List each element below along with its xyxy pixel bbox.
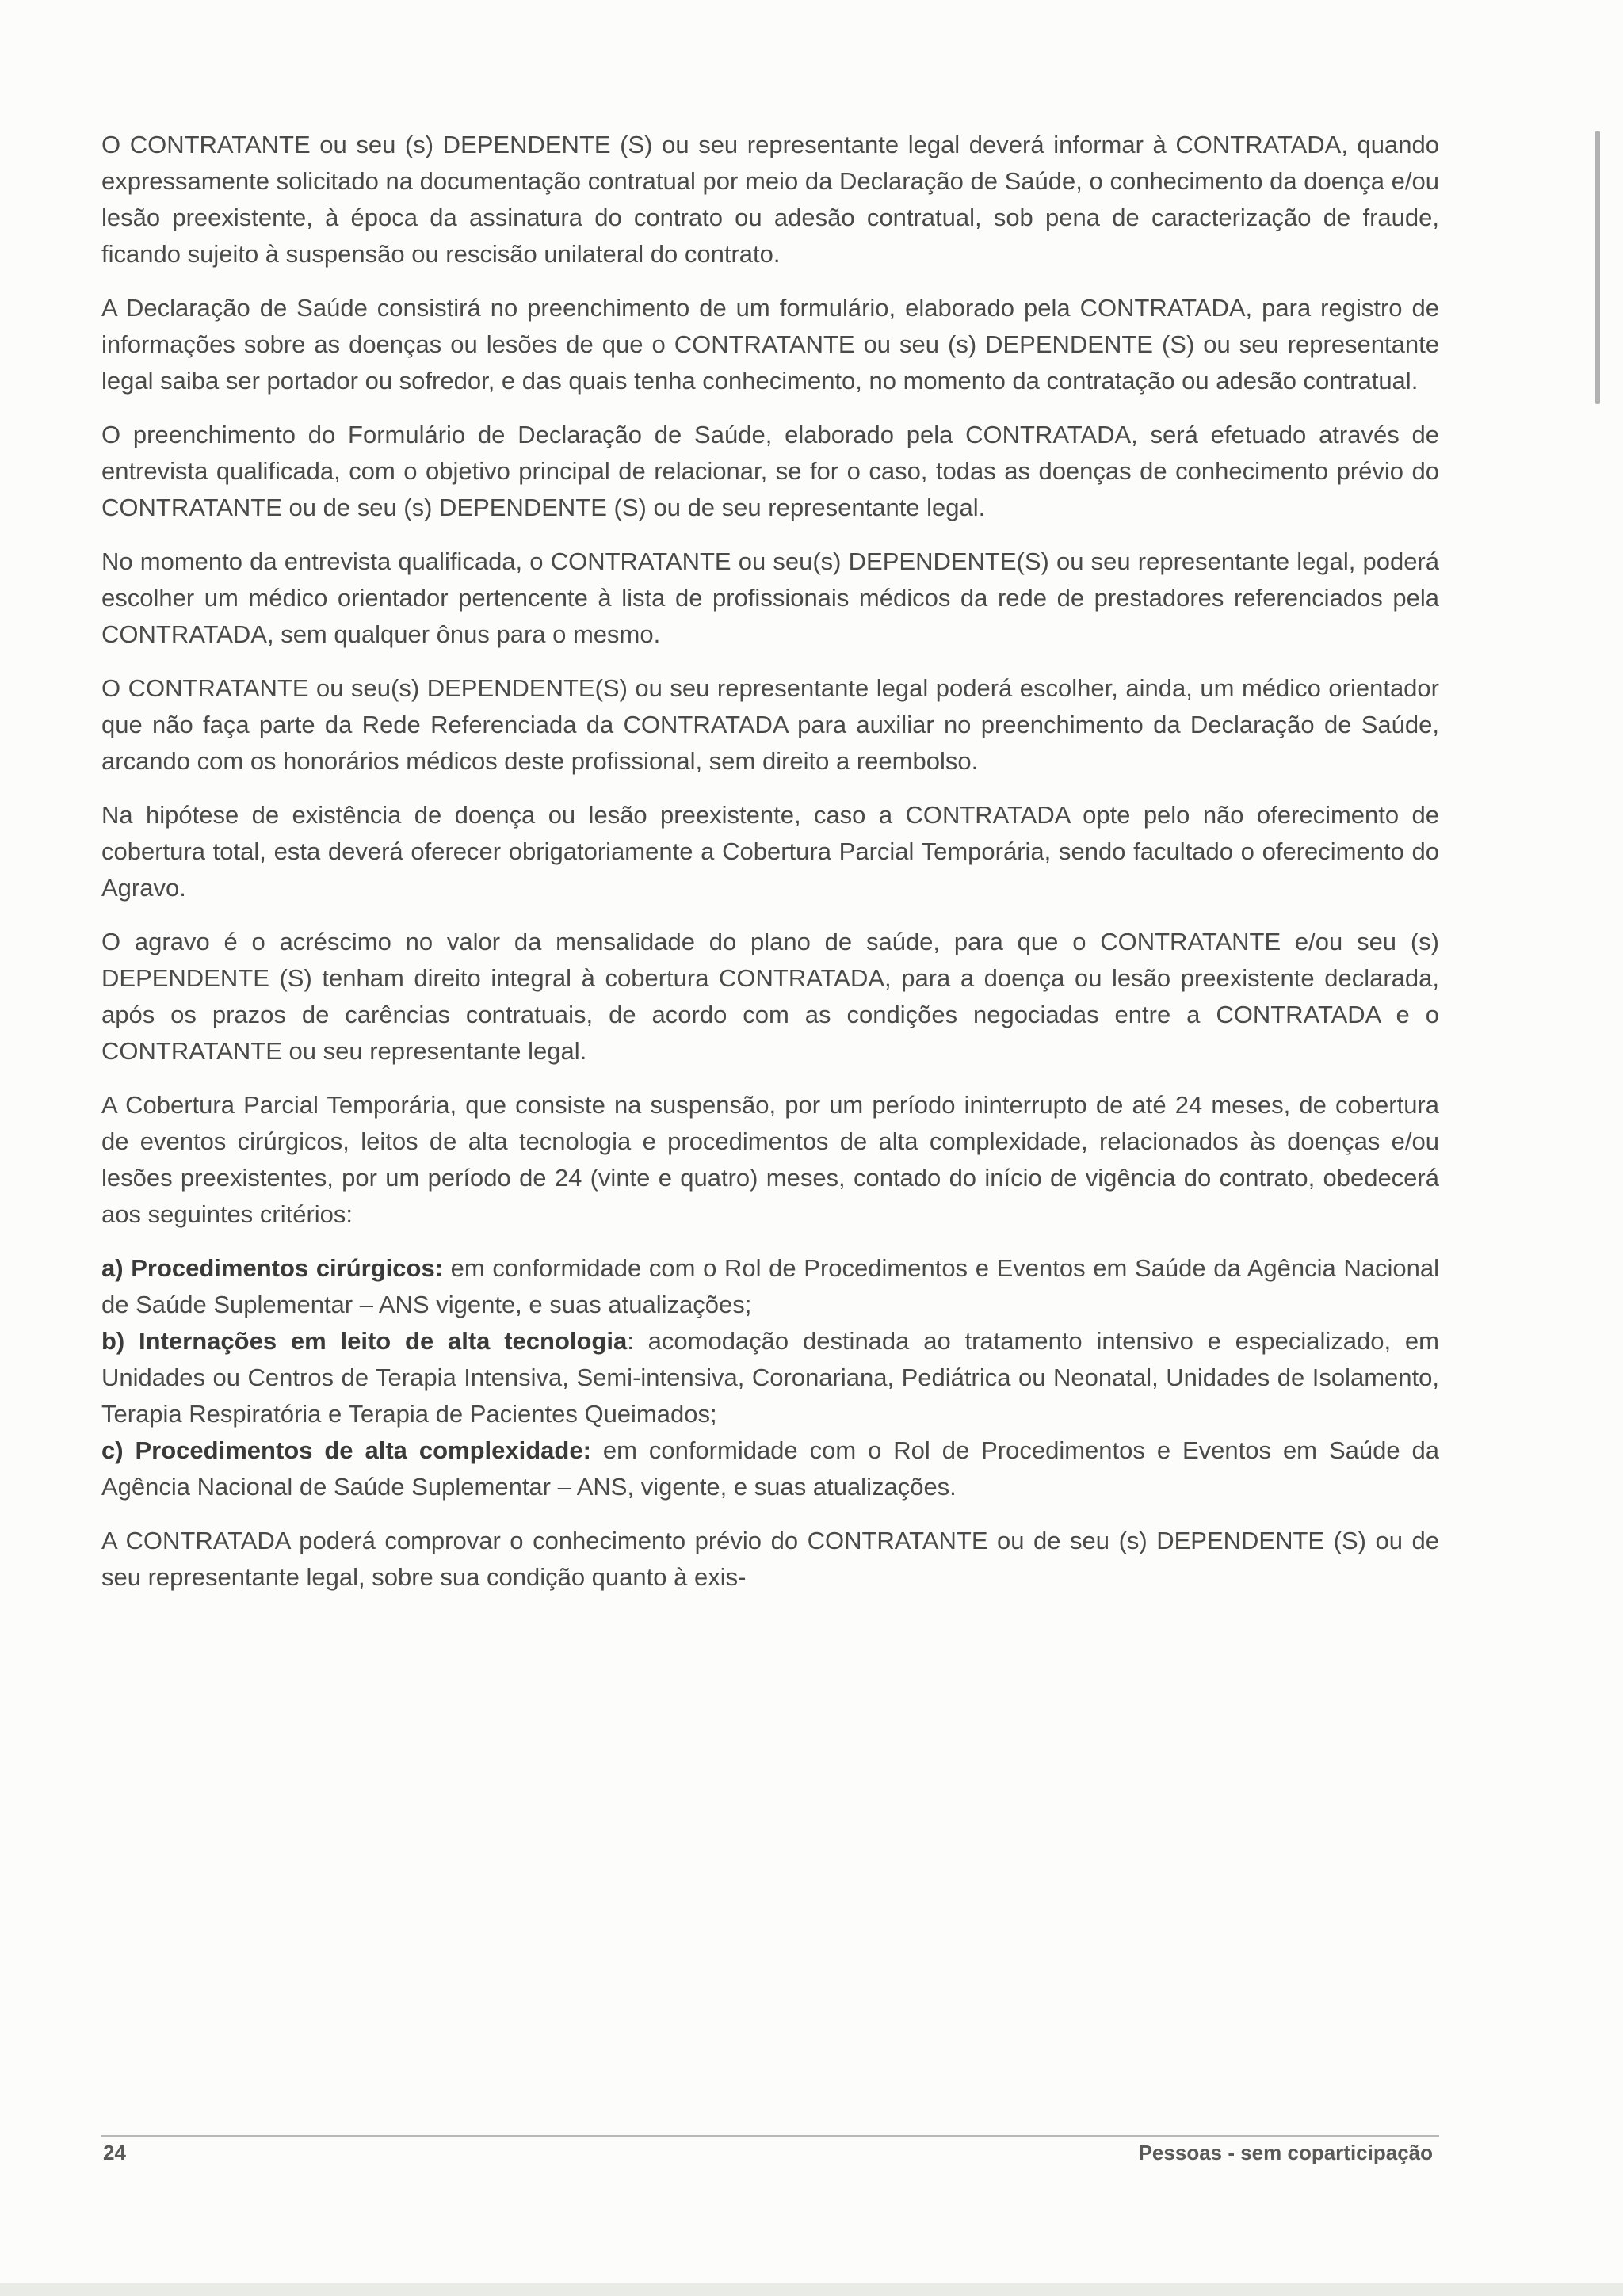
paragraph-health-declaration: A Declaração de Saúde consistirá no preenchimento de um formulário, elaborado pela CONTRATADA, para registro de informações sobre as doenças ou lesões de que o CONTRATANTE ou seu (s) DEPENDENTE (S) ou seu representante legal saiba ser portador ou sofredor, e das quais tenha conhecimento, no momento da contratação ou adesão contratual. (101, 294, 1439, 395)
paragraph-external-doctor: O CONTRATANTE ou seu(s) DEPENDENTE(S) ou seu representante legal poderá escolher, ainda, um médico orientador que não faça parte da Rede Referenciada da CONTRATADA para auxiliar no preenchimento da Declaração de Saúde, arcando com os honorários médicos deste profissional, sem direito a reembolso. (101, 674, 1439, 775)
paragraph-referenced-doctor: No momento da entrevista qualificada, o CONTRATANTE ou seu(s) DEPENDENTE(S) ou seu representante legal, poderá escolher um médico orientador pertencente à lista de profissionais médicos da rede de prestadores referenciados pela CONTRATADA, sem qualquer ônus para o mesmo. (101, 547, 1439, 648)
page-footer (101, 2141, 1439, 2172)
paragraph-preexisting-condition: Na hipótese de existência de doença ou lesão preexistente, caso a CONTRATADA opte pelo não oferecimento de cobertura total, esta deverá oferecer obrigatoriamente a Cobertura Parcial Temporária, sendo facultado o oferecimento do Agravo. (101, 801, 1439, 902)
criterion-surgical-procedures (101, 1250, 1439, 1323)
paragraph-agravo-definition: O agravo é o acréscimo no valor da mensalidade do plano de saúde, para que o CONTRATANTE e/ou seu (s) DEPENDENTE (S) tenham direito integral à cobertura CONTRATADA, para a doença ou lesão preexistente declarada, após os prazos de carências contratuais, de acordo com as condições negociadas entre a CONTRATADA e o CONTRATANTE ou seu representante legal. (101, 928, 1439, 1065)
page-number: 24 (103, 2141, 126, 2164)
criterion-label: a) Procedimentos cirúrgicos: (101, 1254, 444, 1282)
footer-divider (101, 2135, 1439, 2137)
criterion-text: em conformidade com o Rol de Procedimentos e Eventos em Saúde da Agência Nacional de Saúde Suplementar – ANS vigente, e suas atualizações; (101, 1254, 1439, 1318)
paragraph-partial-coverage: A Cobertura Parcial Temporária, que consiste na suspensão, por um período ininterrupto de até 24 meses, de cobertura de eventos cirúrgicos, leitos de alta tecnologia e procedimentos de alta complexidade, relacionados às doenças e/ou lesões preexistentes, por um período de 24 (vinte e quatro) meses, contado do início de vigência do contrato, obedecerá aos seguintes critérios: (101, 1091, 1439, 1228)
scan-margin-mark (1595, 131, 1600, 404)
paragraph-prior-knowledge: A CONTRATADA poderá comprovar o conhecimento prévio do CONTRATANTE ou de seu (s) DEPENDENTE (S) ou de seu representante legal, sobre sua condição quanto à exis- (101, 1527, 1439, 1591)
paragraph-qualified-interview: O preenchimento do Formulário de Declaração de Saúde, elaborado pela CONTRATADA, será efetuado através de entrevista qualificada, com o objetivo principal de relacionar, se for o caso, todas as doenças de conhecimento prévio do CONTRATANTE ou de seu (s) DEPENDENTE (S) ou de seu representante legal. (101, 421, 1439, 521)
criterion-high-complexity (101, 1432, 1439, 1505)
criterion-high-tech-beds (101, 1323, 1439, 1432)
criterion-text: em conformidade com o Rol de Procedimentos e Eventos em Saúde da Agência Nacional de Saúde Suplementar – ANS, vigente, e suas atualizações. (101, 1436, 1439, 1501)
running-title: Pessoas - sem coparticipação (1138, 2141, 1433, 2164)
criterion-label: b) Internações em leito de alta tecnologia (101, 1327, 628, 1355)
scan-bottom-edge (0, 2283, 1623, 2296)
criterion-label: c) Procedimentos de alta complexidade: (101, 1436, 591, 1464)
criterion-text: : acomodação destinada ao tratamento intensivo e especializado, em Unidades ou Centros de Terapia Intensiva, Semi-intensiva, Coronariana, Pediátrica ou Neonatal, Unidades de Isolamento, Terapia Respiratória e Terapia de Pacientes Queimados; (101, 1327, 1439, 1428)
paragraph-disclosure-obligation: O CONTRATANTE ou seu (s) DEPENDENTE (S) ou seu representante legal deverá informar à CONTRATADA, quando expressamente solicitado na documentação contratual por meio da Declaração de Saúde, o conhecimento da doença e/ou lesão preexistente, à época da assinatura do contrato ou adesão contratual, sob pena de caracterização de fraude, ficando sujeito à suspensão ou rescisão unilateral do contrato. (101, 131, 1439, 268)
page-body (101, 127, 1439, 1613)
